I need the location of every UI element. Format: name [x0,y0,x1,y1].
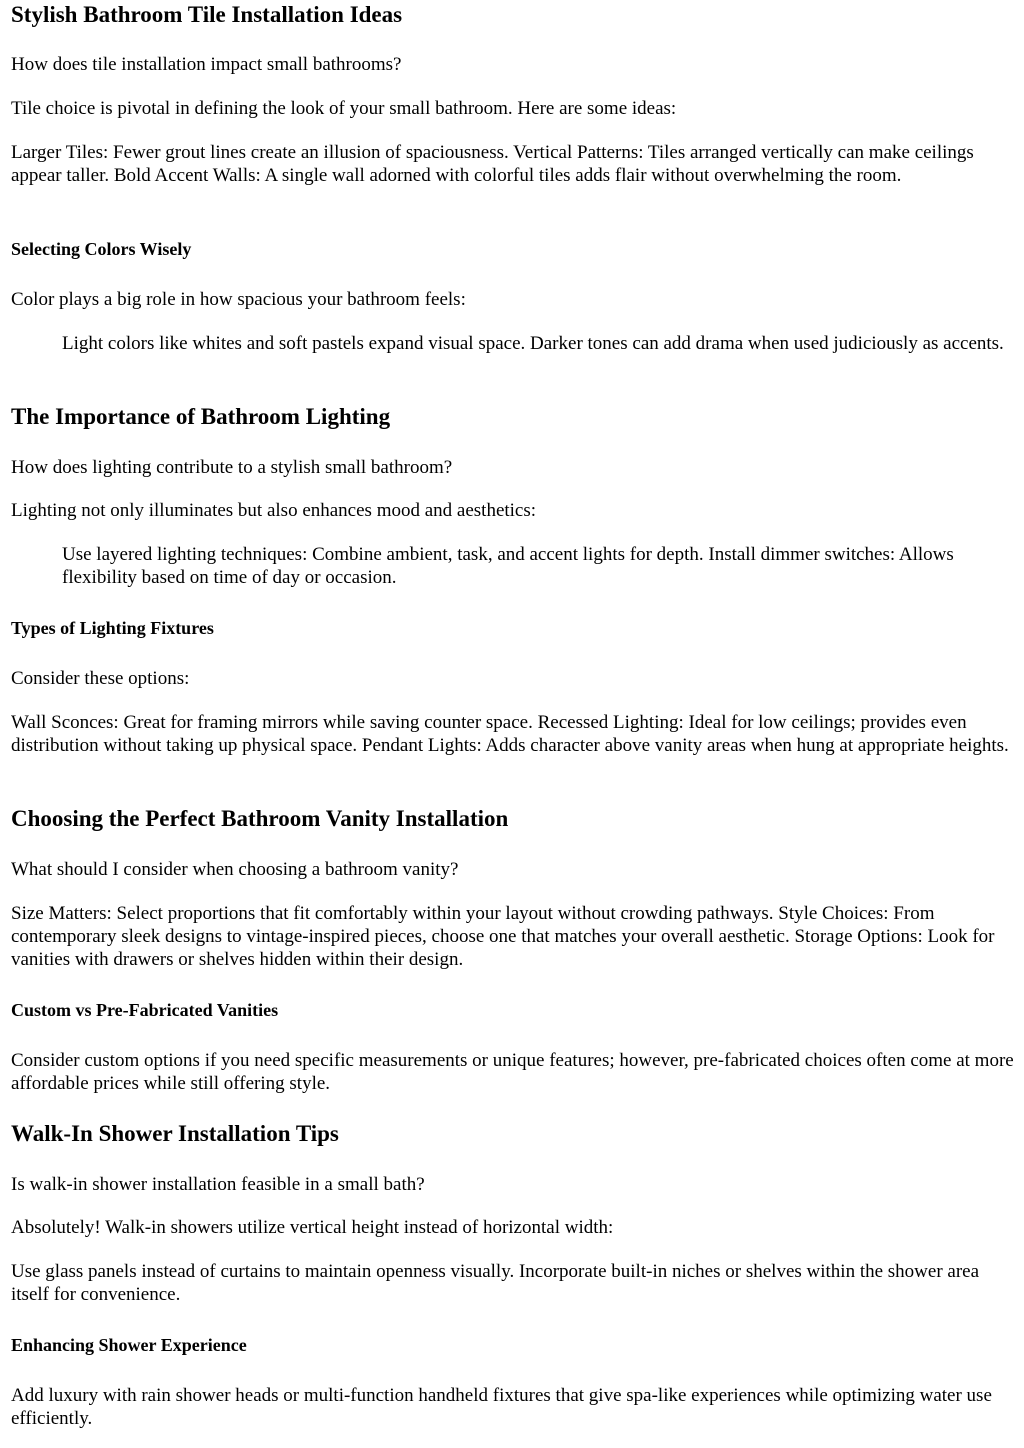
section-heading-lighting: The Importance of Bathroom Lighting [11,404,391,429]
subheading-custom-vanities: Custom vs Pre-Fabricated Vanities [11,1000,279,1020]
shower-experience-text: Add luxury with rain shower heads or multi-function handheld fixtures that give spa-like experiences while optimizing water use efficiently. [11,1385,992,1429]
fixtures-intro: Consider these options: [11,668,190,689]
shower-question: Is walk-in shower installation feasible in a small bath? [11,1174,425,1195]
colors-intro: Color plays a big role in how spacious your bathroom feels: [11,289,466,310]
shower-tips-text: Use glass panels instead of curtains to maintain openness visually. Incorporate built-in niches or shelves within the shower area itself for convenience. [11,1261,980,1305]
section-heading-shower: Walk-In Shower Installation Tips [11,1121,339,1146]
section-heading-tiles: Stylish Bathroom Tile Installation Ideas [11,2,403,27]
subheading-selecting-colors: Selecting Colors Wisely [11,239,192,259]
custom-vanities-text: Consider custom options if you need specific measurements or unique features; however, pre-fabricated choices often come at more affordable prices while still offering style. [11,1050,1014,1094]
colors-quote: Light colors like whites and soft pastels expand visual space. Darker tones can add drama when used judiciously as accents. [62,333,1004,354]
lighting-intro: Lighting not only illuminates but also enhances mood and aesthetics: [11,500,537,521]
lighting-quote: Use layered lighting techniques: Combine ambient, task, and accent lights for depth. Install dimmer switches: Allows flexibility based on time of day or occasion. [62,544,954,588]
tiles-intro: Tile choice is pivotal in defining the look of your small bathroom. Here are some ideas: [11,98,677,119]
vanity-considerations-text: Size Matters: Select proportions that fit comfortably within your layout without crowding pathways. Style Choices: From contemporary sleek designs to vintage-inspired pieces, choose one that matches your overall aesthetic. Storage Options: Look for vanities with drawers or shelves hidden within their design. [11,903,995,970]
subheading-lighting-fixtures: Types of Lighting Fixtures [11,618,214,638]
section-heading-vanity: Choosing the Perfect Bathroom Vanity Installation [11,806,509,831]
tiles-ideas-text: Larger Tiles: Fewer grout lines create an illusion of spaciousness. Vertical Patterns: Tiles arranged vertically can make ceilings appear taller. Bold Accent Walls: A single wall adorned with colorful tiles adds flair without overwhelming the room. [11,142,974,186]
fixtures-text: Wall Sconces: Great for framing mirrors while saving counter space. Recessed Lighting: Ideal for low ceilings; provides even distribution without taking up physical space. Pendant Lights: Adds character above vanity areas when hung at appropriate heights. [11,712,1009,756]
lighting-question: How does lighting contribute to a stylish small bathroom? [11,457,453,478]
tiles-question: How does tile installation impact small bathrooms? [11,54,402,75]
shower-intro: Absolutely! Walk-in showers utilize vertical height instead of horizontal width: [11,1217,614,1238]
subheading-shower-experience: Enhancing Shower Experience [11,1335,247,1355]
vanity-question: What should I consider when choosing a bathroom vanity? [11,859,459,880]
